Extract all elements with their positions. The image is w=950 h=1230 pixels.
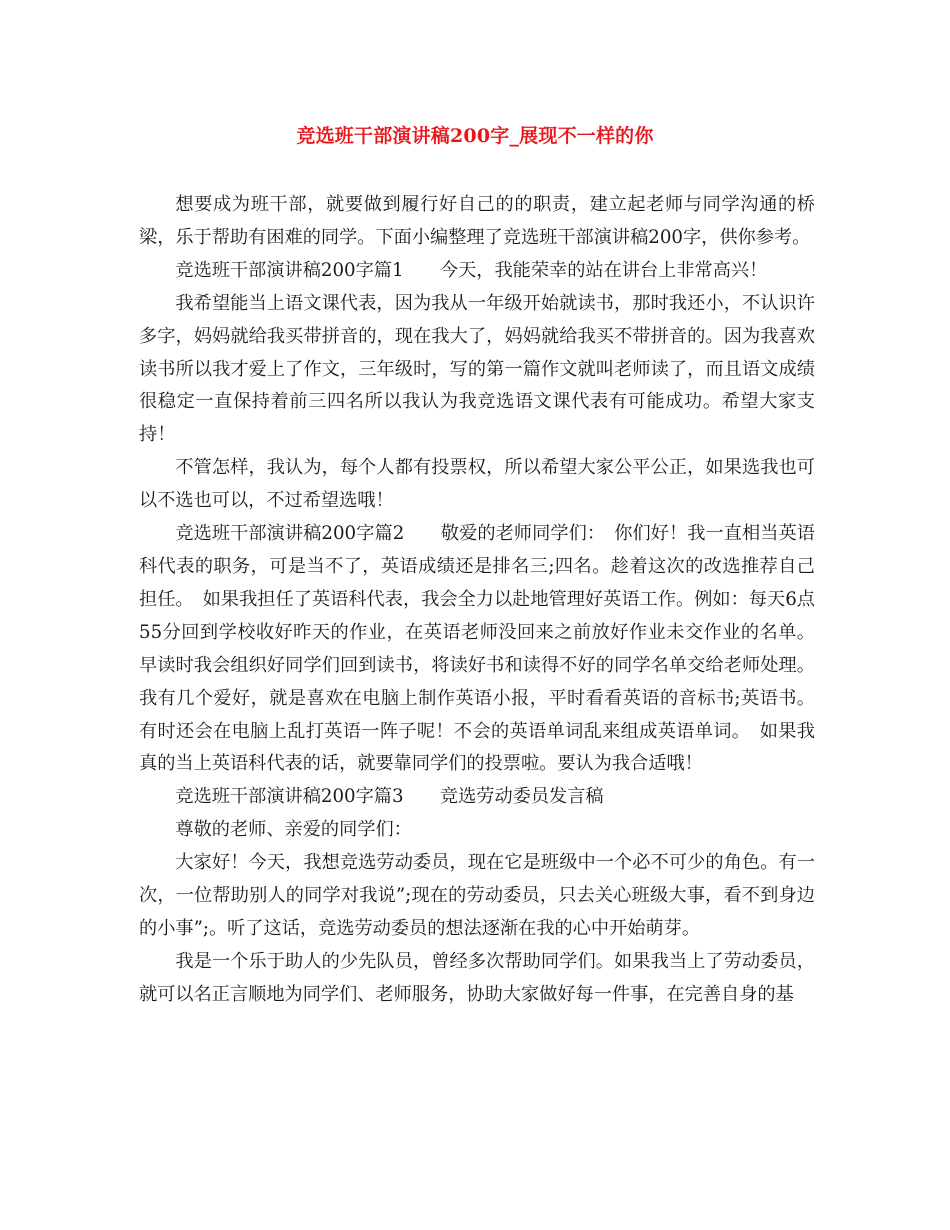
document-title: 竞选班干部演讲稿200字_展现不一样的你 [296, 125, 654, 147]
paragraph-speech3-heading: 竞选班干部演讲稿200字篇3 竞选劳动委员发言稿 [175, 786, 604, 808]
paragraph-speech3-continued: 我是一个乐于助人的少先队员，曾经多次帮助同学们。如果我当上了劳动委员，就可以名正言顺地为同学们、老师服务，协助大家做好每一件事，在完善自身的基 [139, 950, 815, 1005]
paragraph-intro: 想要成为班干部，就要做到履行好自己的的职责，建立起老师与同学沟通的桥梁，乐于帮助有困难的同学。下面小编整理了竞选班干部演讲稿200字，供你参考。 [139, 194, 815, 248]
paragraph-speech3-body: 大家好！今天，我想竞选劳动委员，现在它是班级中一个必不可少的角色。有一次，一位帮助别人的同学对我说”;现在的劳动委员，只去关心班级大事，看不到身边的小事”;。听了这话，竞选劳动委员的想法逐渐在我的心中开始萌芽。 [139, 852, 815, 939]
document-body [139, 189, 815, 1012]
paragraph-speech1-closing: 不管怎样，我认为，每个人都有投票权，所以希望大家公平公正，如果选我也可以不选也可以，不过希望选哦！ [139, 457, 815, 512]
paragraph-speech1-heading: 竞选班干部演讲稿200字篇1 今天，我能荣幸的站在讲台上非常高兴！ [175, 259, 768, 281]
paragraph-speech3-salutation: 尊敬的老师、亲爱的同学们： [175, 819, 412, 841]
paragraph-speech2: 竞选班干部演讲稿200字篇2 敬爱的老师同学们： 你们好！我一直相当英语科代表的职务，可是当不了，英语成绩还是排名三;四名。趁着这次的改选推荐自己担任。 如果我担任了英语科代表，我会全力以赴地管理好英语工作。例如：每天6点55分回到学校收好昨天的作业，在英语老师没回来之前放好作业未交作业的名单。早读时我会组织好同学们回到读书，将读好书和读得不好的同学名单交给老师处理。我有几个爱好，就是喜欢在电脑上制作英语小报，平时看看英语的音标书;英语书。有时还会在电脑上乱打英语一阵子呢！不会的英语单词乱来组成英语单词。 如果我真的当上英语科代表的话，就要靠同学们的投票啦。要认为我合适哦！ [139, 523, 815, 775]
paragraph-speech1-body: 我希望能当上语文课代表，因为我从一年级开始就读书，那时我还小，不认识许多字，妈妈就给我买带拼音的，现在我大了，妈妈就给我买不带拼音的。因为我喜欢读书所以我才爱上了作文，三年级时，写的第一篇作文就叫老师读了，而且语文成绩很稳定一直保持着前三四名所以我认为我竞选语文课代表有可能成功。希望大家支持！ [139, 292, 815, 446]
